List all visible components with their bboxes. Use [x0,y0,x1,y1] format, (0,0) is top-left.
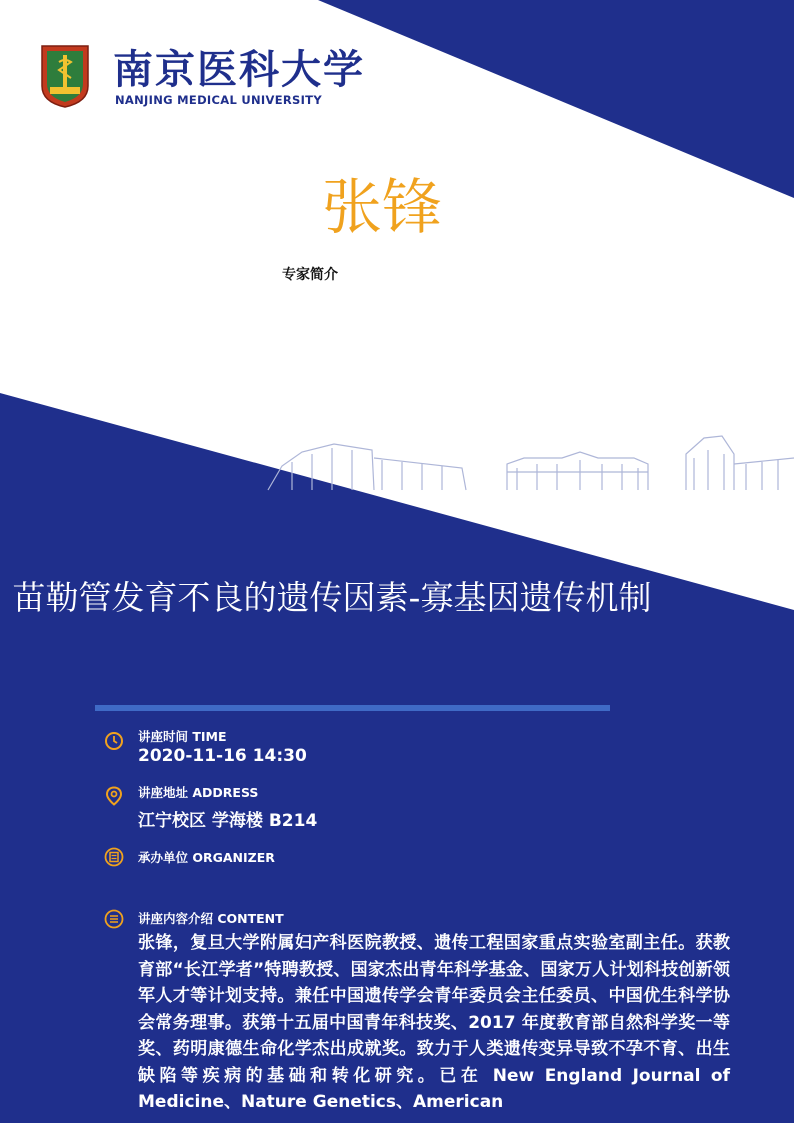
location-pin-icon [104,786,124,806]
expert-intro-label: 专家简介 [282,267,338,283]
content-label: 讲座内容介绍 CONTENT [138,911,284,926]
organizer-label: 承办单位 ORGANIZER [138,850,275,865]
university-emblem-icon [40,44,90,108]
building-icon [104,847,124,867]
clock-icon [104,731,124,751]
time-value: 2020-11-16 14:30 [138,746,307,766]
title-underline-bar [95,705,610,711]
university-name-en: NANJING MEDICAL UNIVERSITY [115,93,322,107]
speaker-name: 张锋 [322,173,442,243]
content-text: 张锋，复旦大学附属妇产科医院教授、遗传工程国家重点实验室副主任。获教育部“长江学者”特聘教授、国家杰出青年科学基金、国家万人计划科技创新领军人才等计划支持。兼任中国遗传学会青年委员会主任委员、中国优生科学协会常务理事。获第十五届中国青年科技奖、2017 年度教育部自然科学奖一等奖、药明康德生命化学杰出成就奖。致力于人类遗传变异导致不孕不育、出生缺陷等疾病的基础和转化研究。已在 New England Journal of Medicine、Nature Genetics、American [138,933,730,1112]
time-label: 讲座时间 TIME [138,729,227,744]
campus-skyline-illustration [262,428,794,494]
address-value: 江宁校区 学海楼 B214 [138,811,318,831]
university-name-cn: 南京医科大学 [113,46,365,93]
list-icon [104,909,124,929]
address-label: 讲座地址 ADDRESS [138,785,259,800]
lecture-title: 苗勒管发育不良的遗传因素-寡基因遗传机制 [12,578,652,617]
